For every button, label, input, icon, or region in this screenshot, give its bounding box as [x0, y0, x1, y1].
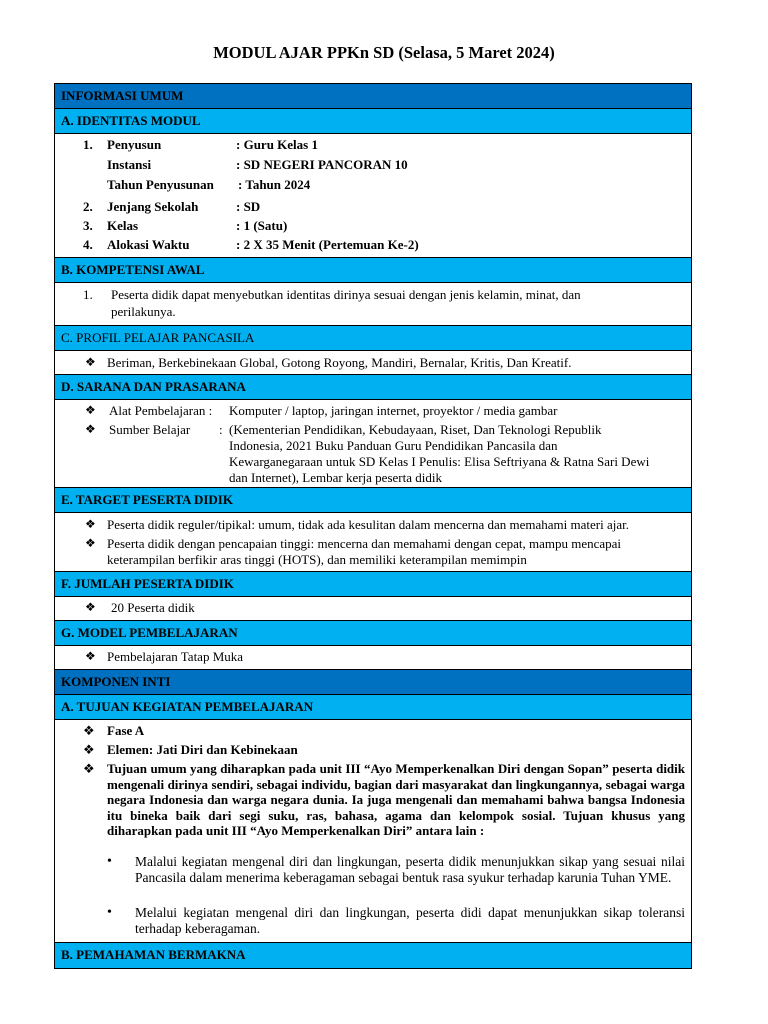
identity-num: 4.: [83, 237, 93, 252]
identitas-cell: [55, 134, 691, 258]
identity-value: : Guru Kelas 1: [236, 137, 318, 152]
diamond-bullet-icon: ❖: [85, 355, 96, 369]
identity-label: Kelas: [107, 218, 139, 233]
sumber-line: (Kementerian Pendidikan, Kebudayaan, Riset, Dan Teknologi Republik: [229, 422, 602, 437]
section-header-pemahaman: B. PEMAHAMAN BERMAKNA: [55, 943, 691, 968]
list-item-text: Peserta didik reguler/tipikal: umum, tidak ada kesulitan dalam mencerna dan memahami materi ajar.: [107, 517, 629, 532]
diamond-bullet-icon: ❖: [85, 422, 96, 436]
diamond-bullet-icon: ❖: [85, 536, 96, 550]
section-header-kompetensi-awal: B. KOMPETENSI AWAL: [55, 258, 691, 283]
dot-bullet-icon: •: [107, 854, 112, 869]
diamond-bullet-icon: ❖: [85, 600, 96, 614]
tujuan-sub-item: Malalui kegiatan mengenal diri dan lingkungan, peserta didik menunjukkan sikap yang sesuai nilai Pancasila dalam menerima keberagaman sebagai bentuk rasa syukur terhadap karunia Tuhan YME.: [135, 854, 685, 885]
identity-label: Tahun Penyusunan: [107, 177, 214, 192]
diamond-bullet-icon: ❖: [83, 723, 95, 738]
dot-bullet-icon: •: [107, 905, 112, 920]
identity-value: : SD NEGERI PANCORAN 10: [236, 157, 408, 172]
identity-value: : 2 X 35 Menit (Pertemuan Ke-2): [236, 237, 419, 252]
tujuan-paragraph: Tujuan umum yang diharapkan pada unit III “Ayo Memperkenalkan Diri dengan Sopan” peserta didik mengenali dirinya sendiri, sebagai individu, bagian dari masyarakat dan lingkungannya, sebagai warga negara Indonesia dan warga negara dunia. Ia juga mengenali dan memahami bahwa bangsa Indonesia itu bineka baik dari segi suku, ras, bahasa, agama dan kelompok sosial. Tujuan khusus yang diharapkan pada unit III “Ayo Memperkenalkan Diri” antara lain :: [107, 761, 685, 839]
sumber-line: dan Internet), Lembar kerja peserta didik: [229, 470, 442, 485]
diamond-bullet-icon: ❖: [85, 649, 96, 663]
sarana-cell: [55, 400, 691, 488]
diamond-bullet-icon: ❖: [85, 403, 96, 417]
sumber-label: Sumber Belajar: [109, 422, 191, 437]
sumber-line: Indonesia, 2021 Buku Panduan Guru Pendidikan Pancasila dan: [229, 438, 558, 453]
section-header-komponen-inti: KOMPONEN INTI: [55, 670, 691, 695]
identity-num: 2.: [83, 199, 93, 214]
list-item-text: Beriman, Berkebinekaan Global, Gotong Royong, Mandiri, Bernalar, Kritis, Dan Kreatif.: [107, 355, 572, 370]
list-item-text: Pembelajaran Tatap Muka: [107, 649, 244, 664]
list-item-text: Peserta didik dengan pencapaian tinggi: mencerna dan memahami dengan cepat, mampu mencapai: [107, 536, 622, 551]
alat-value: Komputer / laptop, jaringan internet, proyektor / media gambar: [229, 403, 558, 418]
section-header-model: G. MODEL PEMBELAJARAN: [55, 621, 691, 646]
diamond-bullet-icon: ❖: [85, 517, 96, 531]
document-title: MODUL AJAR PPKn SD (Selasa, 5 Maret 2024): [213, 43, 555, 62]
target-cell: [55, 513, 691, 572]
section-header-profil: C. PROFIL PELAJAR PANCASILA: [55, 326, 691, 351]
list-item-text: keterampilan berfikir aras tinggi (HOTS), dan memiliki keterampilan memimpin: [107, 552, 527, 567]
list-number: 1.: [83, 287, 93, 302]
section-header-sarana: D. SARANA DAN PRASARANA: [55, 375, 691, 400]
tujuan-cell: [55, 720, 691, 943]
elemen-text: Elemen: Jati Diri dan Kebinekaan: [107, 742, 298, 757]
diamond-bullet-icon: ❖: [83, 742, 95, 757]
identity-num: 1.: [83, 137, 93, 152]
fase-text: Fase A: [107, 723, 145, 738]
diamond-bullet-icon: ❖: [83, 761, 95, 776]
identity-value: : SD: [236, 199, 261, 214]
identity-label: Instansi: [107, 157, 152, 172]
alat-label: Alat Pembelajaran :: [109, 403, 213, 418]
section-header-identitas: A. IDENTITAS MODUL: [55, 109, 691, 134]
jumlah-cell: [55, 597, 691, 621]
section-header-jumlah: F. JUMLAH PESERTA DIDIK: [55, 572, 691, 597]
sumber-colon: :: [219, 422, 223, 437]
profil-cell: [55, 351, 691, 375]
identity-label: Jenjang Sekolah: [107, 199, 199, 214]
sumber-line: Kewarganegaraan untuk SD Kelas I Penulis: Elisa Seftriyana & Ratna Sari Dewi: [229, 454, 650, 469]
section-header-informasi-umum: INFORMASI UMUM: [55, 84, 691, 109]
section-header-tujuan: A. TUJUAN KEGIATAN PEMBELAJARAN: [55, 695, 691, 720]
identity-label: Penyusun: [107, 137, 162, 152]
model-cell: [55, 646, 691, 670]
tujuan-sub-item: Melalui kegiatan mengenal diri dan lingkungan, peserta didi dapat menunjukkan sikap toleransi terhadap keberagaman.: [135, 905, 685, 936]
identity-value: : 1 (Satu): [236, 218, 288, 233]
list-item-text: 20 Peserta didik: [111, 600, 195, 615]
list-item-text: Peserta didik dapat menyebutkan identitas dirinya sesuai dengan jenis kelamin, minat, dan: [111, 287, 581, 302]
kompetensi-awal-cell: [55, 283, 691, 326]
list-item-text: perilakunya.: [111, 304, 176, 319]
identity-value: : Tahun 2024: [238, 177, 311, 192]
identity-label: Alokasi Waktu: [107, 237, 190, 252]
module-table: [54, 83, 692, 969]
identity-num: 3.: [83, 218, 93, 233]
section-header-target: E. TARGET PESERTA DIDIK: [55, 488, 691, 513]
